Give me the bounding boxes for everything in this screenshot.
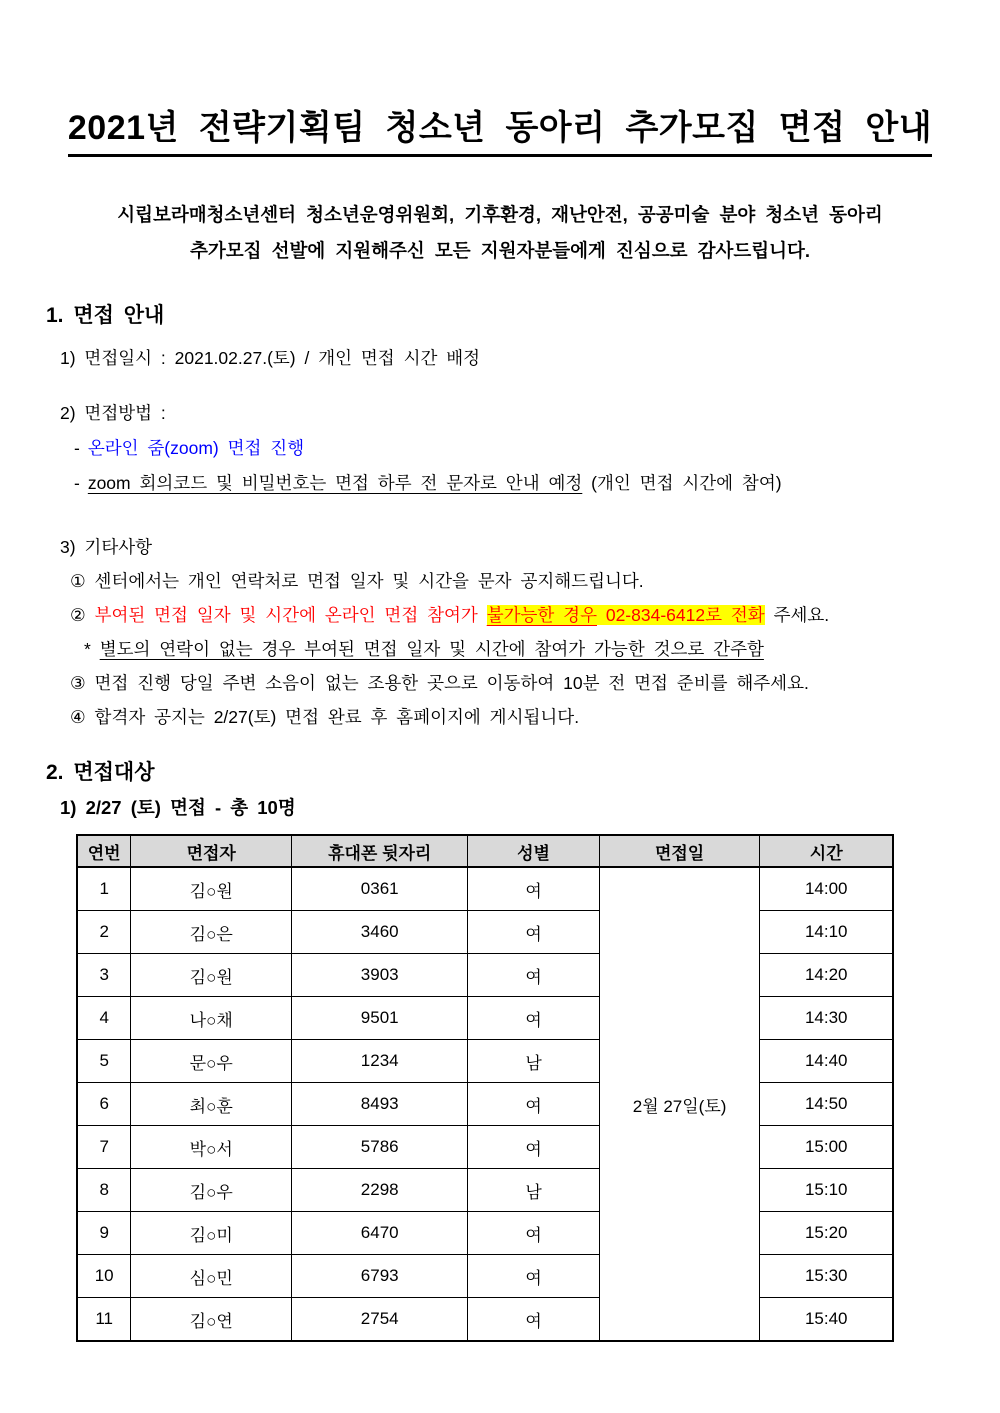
method-online-zoom-text: 온라인 줌(zoom) 면접 진행	[87, 438, 305, 458]
cell-no: 2	[77, 911, 131, 954]
cell-name: 김○우	[131, 1169, 292, 1212]
interview-date-cell: 2월 27일(토)	[599, 867, 760, 1341]
cell-gender: 여	[468, 1212, 599, 1255]
cell-name: 심○민	[131, 1255, 292, 1298]
cell-no: 1	[77, 867, 131, 911]
cell-phone: 6470	[292, 1212, 468, 1255]
header-no: 연번	[77, 835, 131, 867]
cell-no: 6	[77, 1083, 131, 1126]
cell-phone: 1234	[292, 1040, 468, 1083]
note-star-underlined: 별도의 연락이 없는 경우 부여된 면접 일자 및 시간에 참여가 가능한 것으로 간주함	[99, 639, 764, 659]
cell-phone: 2754	[292, 1298, 468, 1342]
note-4: ④ 합격자 공지는 2/27(토) 면접 완료 후 홈페이지에 게시됩니다.	[70, 707, 580, 727]
note-2-suffix: 주세요.	[773, 605, 830, 625]
section1-heading: 1. 면접 안내	[46, 304, 165, 327]
cell-gender: 여	[468, 1083, 599, 1126]
etc-label: 3) 기타사항	[60, 537, 153, 557]
note-2-number: ②	[70, 605, 86, 625]
cell-name: 김○미	[131, 1212, 292, 1255]
table-row	[77, 1212, 893, 1255]
cell-no: 9	[77, 1212, 131, 1255]
cell-time: 15:40	[760, 1298, 893, 1342]
cell-time: 15:30	[760, 1255, 893, 1298]
cell-time: 14:20	[760, 954, 893, 997]
cell-no: 10	[77, 1255, 131, 1298]
cell-time: 15:10	[760, 1169, 893, 1212]
cell-gender: 여	[468, 1298, 599, 1342]
cell-gender: 여	[468, 997, 599, 1040]
dash-bullet: -	[74, 438, 80, 458]
cell-no: 11	[77, 1298, 131, 1342]
cell-gender: 남	[468, 1169, 599, 1212]
intro-line-2: 추가모집 선발에 지원해주신 모든 지원자분들에게 진심으로 감사드립니다.	[190, 240, 810, 261]
cell-gender: 여	[468, 1255, 599, 1298]
interview-schedule-table	[76, 834, 894, 1342]
cell-gender: 여	[468, 911, 599, 954]
cell-time: 14:50	[760, 1083, 893, 1126]
dash-bullet: -	[74, 473, 80, 493]
intro-line-1: 시립보라매청소년센터 청소년운영위원회, 기후환경, 재난안전, 공공미술 분야 청소년 동아리	[117, 204, 883, 225]
cell-gender: 남	[468, 1040, 599, 1083]
table-row	[77, 1255, 893, 1298]
table-row	[77, 1083, 893, 1126]
note-2-red-text: 부여된 면접 일자 및 시간에 온라인 면접 참여가	[94, 605, 478, 625]
cell-gender: 여	[468, 954, 599, 997]
method-online-zoom-line	[74, 431, 1000, 465]
table-row	[77, 997, 893, 1040]
table-row	[77, 867, 893, 911]
table-row	[77, 911, 893, 954]
note-2-highlight-phone: 02-834-6412로 전화	[596, 605, 765, 625]
table-row	[77, 1298, 893, 1342]
table-row	[77, 1040, 893, 1083]
cell-phone: 3903	[292, 954, 468, 997]
section2-heading: 2. 면접대상	[46, 761, 155, 784]
cell-no: 4	[77, 997, 131, 1040]
page-title: 2021년 전략기획팀 청소년 동아리 추가모집 면접 안내	[68, 100, 932, 157]
header-interviewee: 면접자	[131, 835, 292, 867]
method-zoom-code-rest: (개인 면접 시간에 참여)	[591, 473, 782, 493]
note-1: ① 센터에서는 개인 연락처로 면접 일자 및 시간을 문자 공지해드립니다.	[70, 571, 644, 591]
cell-name: 김○연	[131, 1298, 292, 1342]
cell-name: 나○채	[131, 997, 292, 1040]
cell-name: 박○서	[131, 1126, 292, 1169]
cell-phone: 6793	[292, 1255, 468, 1298]
cell-no: 5	[77, 1040, 131, 1083]
cell-phone: 5786	[292, 1126, 468, 1169]
table-header-row	[77, 835, 893, 867]
cell-name: 김○원	[131, 867, 292, 911]
cell-phone: 0361	[292, 867, 468, 911]
method-zoom-code-underlined: zoom 회의코드 및 비밀번호는 면접 하루 전 문자로 안내 예정	[87, 473, 583, 493]
cell-name: 최○훈	[131, 1083, 292, 1126]
cell-no: 8	[77, 1169, 131, 1212]
cell-name: 김○은	[131, 911, 292, 954]
cell-time: 15:20	[760, 1212, 893, 1255]
section2-subheading: 1) 2/27 (토) 면접 - 총 10명	[60, 797, 296, 818]
table-row	[77, 1169, 893, 1212]
cell-no: 7	[77, 1126, 131, 1169]
note-2-highlight-underlined: 불가능한 경우	[486, 605, 597, 625]
note-star	[84, 632, 1000, 666]
cell-gender: 여	[468, 1126, 599, 1169]
header-phone: 휴대폰 뒷자리	[292, 835, 468, 867]
table-row	[77, 1126, 893, 1169]
cell-phone: 9501	[292, 997, 468, 1040]
cell-time: 14:40	[760, 1040, 893, 1083]
header-gender: 성별	[468, 835, 599, 867]
intro-paragraph	[0, 197, 1000, 269]
cell-name: 김○원	[131, 954, 292, 997]
note-2	[70, 598, 1000, 632]
method-zoom-code-line	[74, 466, 1000, 500]
note-star-asterisk: *	[84, 639, 91, 659]
cell-gender: 여	[468, 867, 599, 911]
cell-time: 14:30	[760, 997, 893, 1040]
interview-method-label: 2) 면접방법 :	[60, 403, 166, 423]
header-date: 면접일	[599, 835, 760, 867]
cell-phone: 2298	[292, 1169, 468, 1212]
cell-phone: 8493	[292, 1083, 468, 1126]
cell-time: 14:10	[760, 911, 893, 954]
table-row	[77, 954, 893, 997]
note-3: ③ 면접 진행 당일 주변 소음이 없는 조용한 곳으로 이동하여 10분 전 면접 준비를 해주세요.	[70, 673, 809, 693]
title-block	[0, 100, 1000, 157]
interview-datetime-line: 1) 면접일시 : 2021.02.27.(토) / 개인 면접 시간 배정	[60, 348, 481, 368]
header-time: 시간	[760, 835, 893, 867]
cell-time: 14:00	[760, 867, 893, 911]
cell-phone: 3460	[292, 911, 468, 954]
cell-no: 3	[77, 954, 131, 997]
cell-time: 15:00	[760, 1126, 893, 1169]
cell-name: 문○우	[131, 1040, 292, 1083]
